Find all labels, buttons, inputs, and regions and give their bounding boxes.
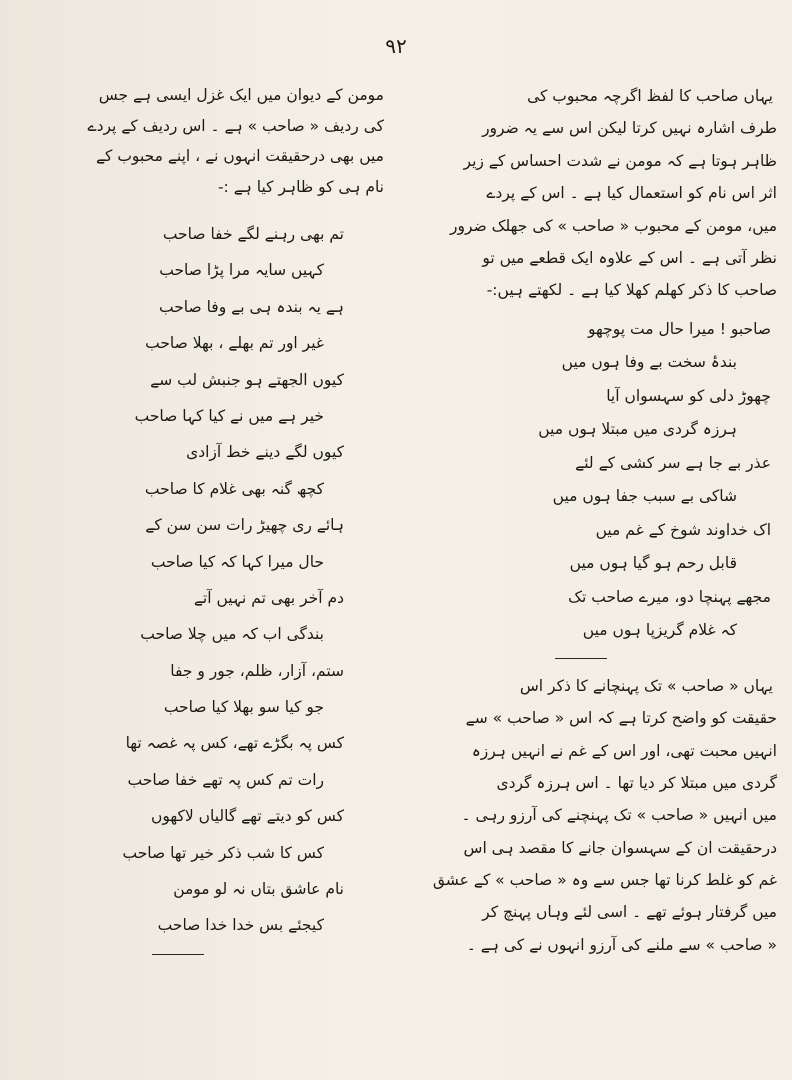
verse-line: کس کا شب ذکر خیر تھا صاحب [122,843,324,862]
prose-line: ظاہر ہوتا ہے کہ مومن نے شدت احساس کے زیر [463,151,777,170]
prose-line: صاحب کا ذکر کھلم کھلا کیا ہے ۔ لکھتے ہیں:- [486,281,777,300]
verse-line: خیر ہے میں نے کیا کہا صاحب [134,406,324,425]
verse-block [392,313,777,648]
prose-line: نظر آتی ہے ۔ اس کے علاوہ ایک قطعے میں تو [482,248,777,267]
section-divider [392,648,777,670]
verse-line: بندگی اب کہ میں چلا صاحب [140,625,324,644]
prose-line: طرف اشارہ نہیں کرتا لیکن اس سے یہ ضرور [482,119,777,138]
left-column [8,80,384,958]
verse-line: اک خداوند شوخ کے غم میں [595,520,771,539]
verse-line: ہے یہ بندہ ہی بے وفا صاحب [158,297,344,316]
verse-line: ستم، آزار، ظلم، جور و جفا [170,661,344,680]
verse-line: قابل رحم ہو گیا ہوں میں [569,554,737,573]
section-divider [8,944,384,958]
verse-block [8,216,384,944]
prose-line: میں، مومن کے محبوب « صاحب » کی جھلک ضرور [450,216,777,235]
prose-line: میں انہیں « صاحب » تک پہنچنے کی آرزو رہی ۔ [461,806,777,825]
verse-line: چھوڑ دلی کو سہسواں آیا [606,386,771,405]
verse-line: حال میرا کہا کہ کیا صاحب [150,552,324,571]
verse-line: کچھ گنہ بھی غلام کا صاحب [144,479,324,498]
prose-line: گردی میں مبتلا کر دیا تھا ۔ اس ہرزہ گردی [496,773,777,792]
verse-line: صاحبو ! میرا حال مت پوچھو [588,319,771,338]
prose-line: غم کو غلط کرنا تھا جس سے وہ « صاحب » کے عشق [432,871,777,890]
verse-line: غیر اور تم بھلے ، بھلا صاحب [145,334,324,353]
verse-line: جو کیا سو بھلا کیا صاحب [163,698,324,717]
verse-line: نام عاشق بتاں نہ لو مومن [173,880,344,899]
prose-line: کی ردیف « صاحب » ہے ۔ اس ردیف کے پردے [87,116,384,135]
verse-line: کیوں الجھتے ہو جنبش لب سے [150,370,344,389]
verse-line: کہ غلام گریزپا ہوں میں [582,621,737,640]
prose-line: درحقیقت ان کے سہسوان جانے کا مقصد ہی اس [463,838,777,857]
prose-line: اثر اس نام کو استعمال کیا ہے ۔ اس کے پردے [486,184,777,203]
verse-line: عذر بے جا ہے سر کشی کے لئے [575,453,771,472]
prose-line: میں گرفتار ہوئے تھے ۔ اسی لئے وہاں پہنچ کر [482,903,777,922]
prose-line: میں بھی درحقیقت انہوں نے ، اپنے محبوب کے [95,147,384,165]
right-column [392,80,777,961]
verse-line: کیجئے بس خدا خدا صاحب [157,916,324,935]
prose-line: انہیں محبت تھی، اور اس کے غم نے انہیں ہرزہ [471,741,777,760]
prose-line: یہاں « صاحب » تک پہنچانے کا ذکر اس [519,676,773,695]
verse-line: شاکی بے سبب جفا ہوں میں [552,487,737,506]
verse-line: رات تم کس پہ تھے خفا صاحب [127,770,324,789]
verse-line: ہائے ری چھیڑ رات سن سن کے [145,516,344,535]
prose-line: « صاحب » سے ملنے کی آرزو انہوں نے کی ہے ۔ [466,935,777,954]
prose-line: نام ہی کو ظاہر کیا ہے :- [217,177,384,196]
verse-line: ہرزہ گردی میں مبتلا ہوں میں [538,420,737,439]
prose-paragraph [392,670,777,962]
prose-line: حقیقت کو واضح کرتا ہے کہ اس « صاحب » سے [465,709,777,728]
prose-line: مومن کے دیوان میں ایک غزل ایسی ہے جس [98,86,384,104]
verse-line: کس پہ بگڑے تھے، کس پہ غصہ تھا [125,734,344,753]
verse-line: تم بھی رہنے لگے خفا صاحب [162,225,344,243]
verse-line: کس کو دیتے تھے گالیاں لاکھوں [150,807,344,826]
prose-paragraph [392,80,777,307]
verse-line: مجھے پہنچا دو، میرے صاحب تک [568,587,771,606]
page-number: ۹۲ [385,34,407,58]
prose-paragraph [8,80,384,202]
verse-line: بندۂ سخت بے وفا ہوں میں [561,353,737,372]
spacer [8,202,384,216]
verse-line: دم آخر بھی تم نہیں آتے [193,588,344,607]
prose-line: یہاں صاحب کا لفظ اگرچہ محبوب کی [527,87,773,105]
verse-line: کہیں سایہ مرا پڑا صاحب [159,261,324,280]
verse-line: کیوں لگے دینے خط آزادی [186,443,344,462]
